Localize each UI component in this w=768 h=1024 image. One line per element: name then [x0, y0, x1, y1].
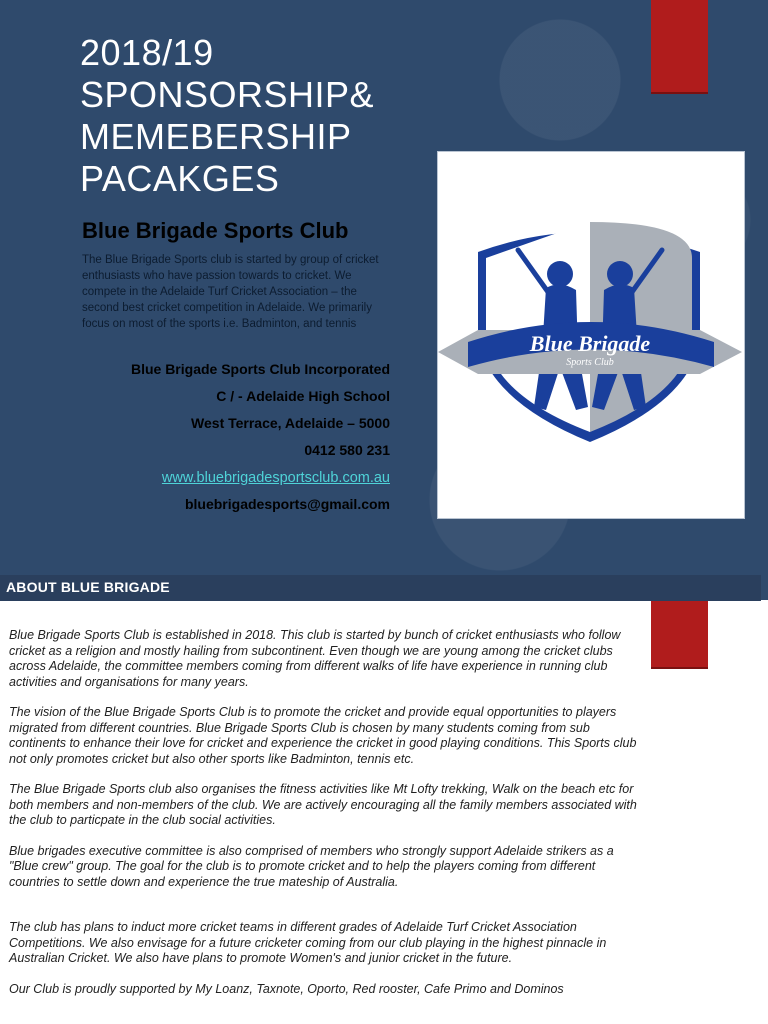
contact-care-of: C / - Adelaide High School	[216, 388, 390, 404]
contact-org: Blue Brigade Sports Club Incorporated	[130, 361, 390, 377]
paragraph: Blue brigades executive committee is also comprised of members who strongly support Adelaide strikers as a "Blue crew" group. The goal for the club is to promote cricket and to help the players coming from different countries to settle down and experience the true mateship of Australia.	[9, 843, 614, 889]
paragraph: The club has plans to induct more cricket teams in different grades of Adelaide Turf Cricket Association Competitions. We also envisage for a future cricketer coming from our club playing in the highest pinnacle in Australian Cricket. We also have plans to promote Women's and junior cricket in the future.	[9, 920, 607, 965]
paragraph: Blue Brigade Sports Club is established in 2018. This club is started by bunch of cricket enthusiasts who follow cricket as a religion and mostly hailing from subcontinent. Even though we are young among the cricket clubs across Adelaide, the committee members coming from different walks of life have experience in running club activities and organisations for many years.	[9, 628, 621, 689]
about-body	[9, 628, 641, 1012]
title-line: SPONSORSHIP&	[80, 74, 375, 115]
contact-email: bluebrigadesports@gmail.com	[184, 496, 390, 512]
contact-block	[90, 356, 390, 518]
intro-text: The Blue Brigade Sports club is started by group of cricket enthusiasts who have passion towards to cricket. We compete in the Adelaide Turf Cricket Association – the second best cricket competition in Adelaide. We primarily focus on most of the sports i.e. Badminton, and tennis	[82, 254, 379, 330]
logo-frame	[437, 151, 745, 519]
red-accent-bar	[651, 600, 708, 669]
title-line: 2018/19	[80, 32, 214, 73]
section-title: ABOUT BLUE BRIGADE	[6, 579, 170, 595]
paragraph: Our Club is proudly supported by My Loanz, Taxnote, Oporto, Red rooster, Cafe Primo and Dominos	[9, 981, 564, 996]
contact-phone: 0412 580 231	[304, 442, 390, 458]
title-line: PACAKGES	[80, 158, 280, 199]
website-link[interactable]: www.bluebrigadesportsclub.com.au	[161, 470, 390, 486]
club-logo	[438, 152, 744, 518]
section-header	[0, 575, 761, 601]
red-accent-bar	[651, 0, 708, 94]
page-title	[80, 32, 440, 200]
logo-sub: Sports Club	[566, 357, 614, 368]
logo-name: Blue Brigade	[529, 331, 651, 356]
club-name-heading: Blue Brigade Sports Club	[82, 218, 349, 243]
contact-address: West Terrace, Adelaide – 5000	[191, 415, 390, 431]
title-line: MEMEBERSHIP	[80, 116, 352, 157]
paragraph: The Blue Brigade Sports club also organises the fitness activities like Mt Lofty trekking, Walk on the beach etc for both members and non-members of the club. We are actively encouraging all the family members associated with the club to particpate in the club social activities.	[9, 782, 637, 827]
paragraph: The vision of the Blue Brigade Sports Club is to promote the cricket and provide equal opportunities to players migrated from different countries. Blue Brigade Sports Club is chosen by many students coming from sub continents to enhance their love for cricket and experience the cricket in good playing conditions. This Sports club not only promotes cricket but also other sports like Badminton, tennis etc.	[9, 705, 637, 766]
